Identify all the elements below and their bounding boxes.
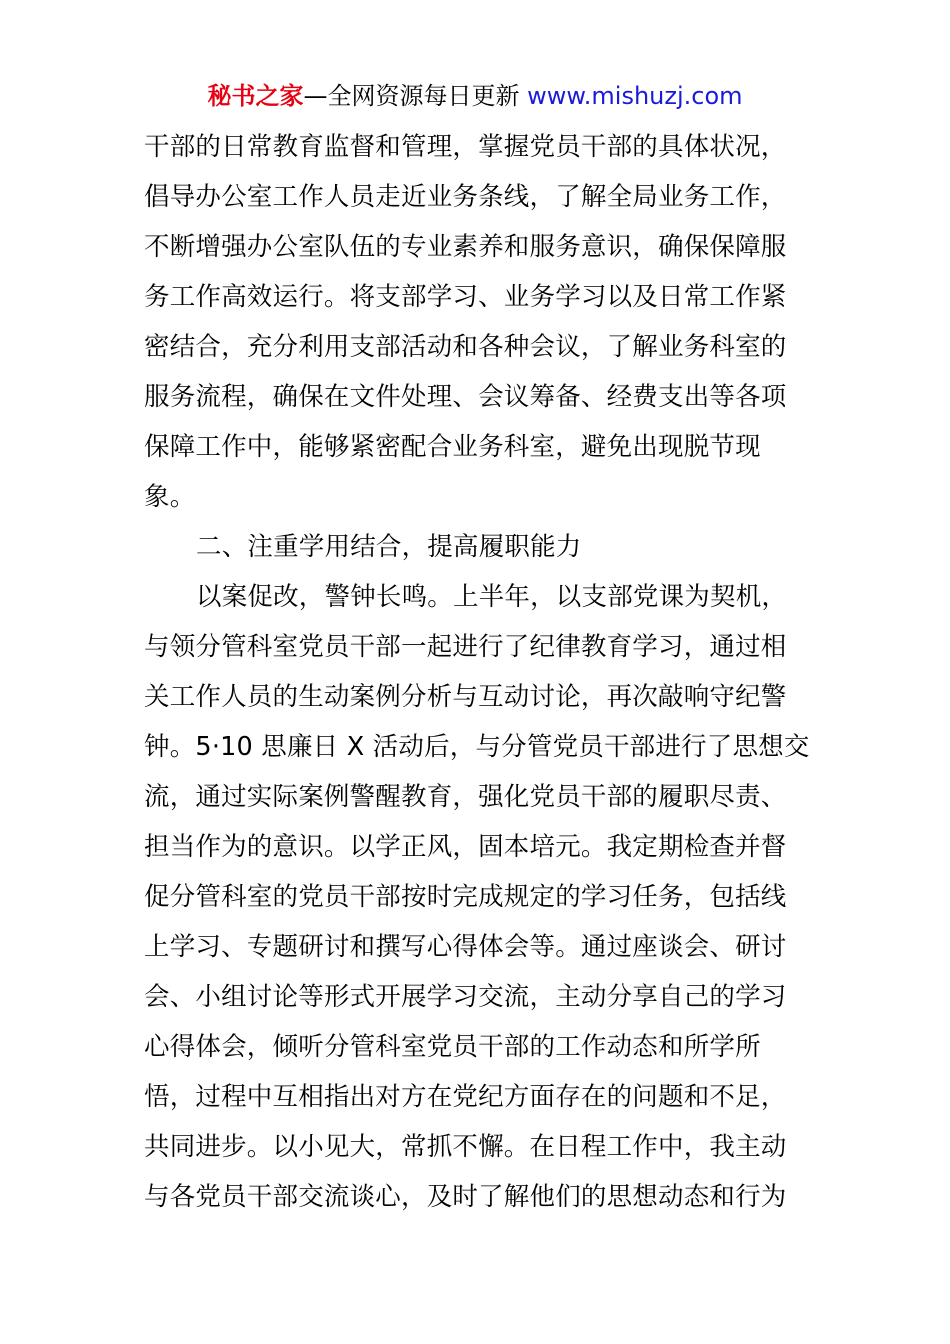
text-line: 与各党员干部交流谈心，及时了解他们的思想动态和行为 (144, 1182, 787, 1212)
text-line: 悟，过程中互相指出对方在党纪方面存在的问题和不足， (144, 1082, 787, 1112)
text-line: 与领分管科室党员干部一起进行了纪律教育学习，通过相 (144, 632, 787, 662)
site-url-link[interactable]: www.mishuzj.com (527, 82, 743, 110)
text-line: 钟。5·10 思廉日 X 活动后，与分管党员干部进行了思想交 (144, 732, 810, 762)
text-line: 象。 (144, 482, 196, 512)
text-line: 上学习、专题研讨和撰写心得体会等。通过座谈会、研讨 (144, 932, 787, 962)
text-line: 倡导办公室工作人员走近业务条线，了解全局业务工作， (144, 182, 787, 212)
text-line: 干部的日常教育监督和管理，掌握党员干部的具体状况， (144, 132, 787, 162)
text-line: 担当作为的意识。以学正风，固本培元。我定期检查并督 (144, 832, 787, 862)
paragraph-first-line: 以案促改，警钟长鸣。上半年，以支部党课为契机， (196, 582, 788, 612)
text-line: 务工作高效运行。将支部学习、业务学习以及日常工作紧 (144, 282, 787, 312)
text-line: 心得体会，倾听分管科室党员干部的工作动态和所学所 (144, 1032, 761, 1062)
text-line: 会、小组讨论等形式开展学习交流，主动分享自己的学习 (144, 982, 787, 1012)
site-tagline: —全网资源每日更新 (303, 82, 520, 110)
text-line: 共同进步。以小见大，常抓不懈。在日程工作中，我主动 (144, 1132, 787, 1162)
text-line: 关工作人员的生动案例分析与互动讨论，再次敲响守纪警 (144, 682, 787, 712)
text-line: 保障工作中，能够紧密配合业务科室，避免出现脱节现 (144, 432, 761, 462)
site-header (0, 80, 950, 112)
text-line: 促分管科室的党员干部按时完成规定的学习任务，包括线 (144, 882, 787, 912)
text-line: 流，通过实际案例警醒教育，强化党员干部的履职尽责、 (144, 782, 787, 812)
section-heading: 二、注重学用结合，提高履职能力 (196, 532, 582, 562)
text-line: 密结合，充分利用支部活动和各种会议，了解业务科室的 (144, 332, 787, 362)
text-line: 不断增强办公室队伍的专业素养和服务意识，确保保障服 (144, 232, 787, 262)
document-body (144, 122, 824, 1222)
site-brand: 秘书之家 (207, 82, 304, 110)
text-line: 服务流程，确保在文件处理、会议筹备、经费支出等各项 (144, 382, 787, 412)
